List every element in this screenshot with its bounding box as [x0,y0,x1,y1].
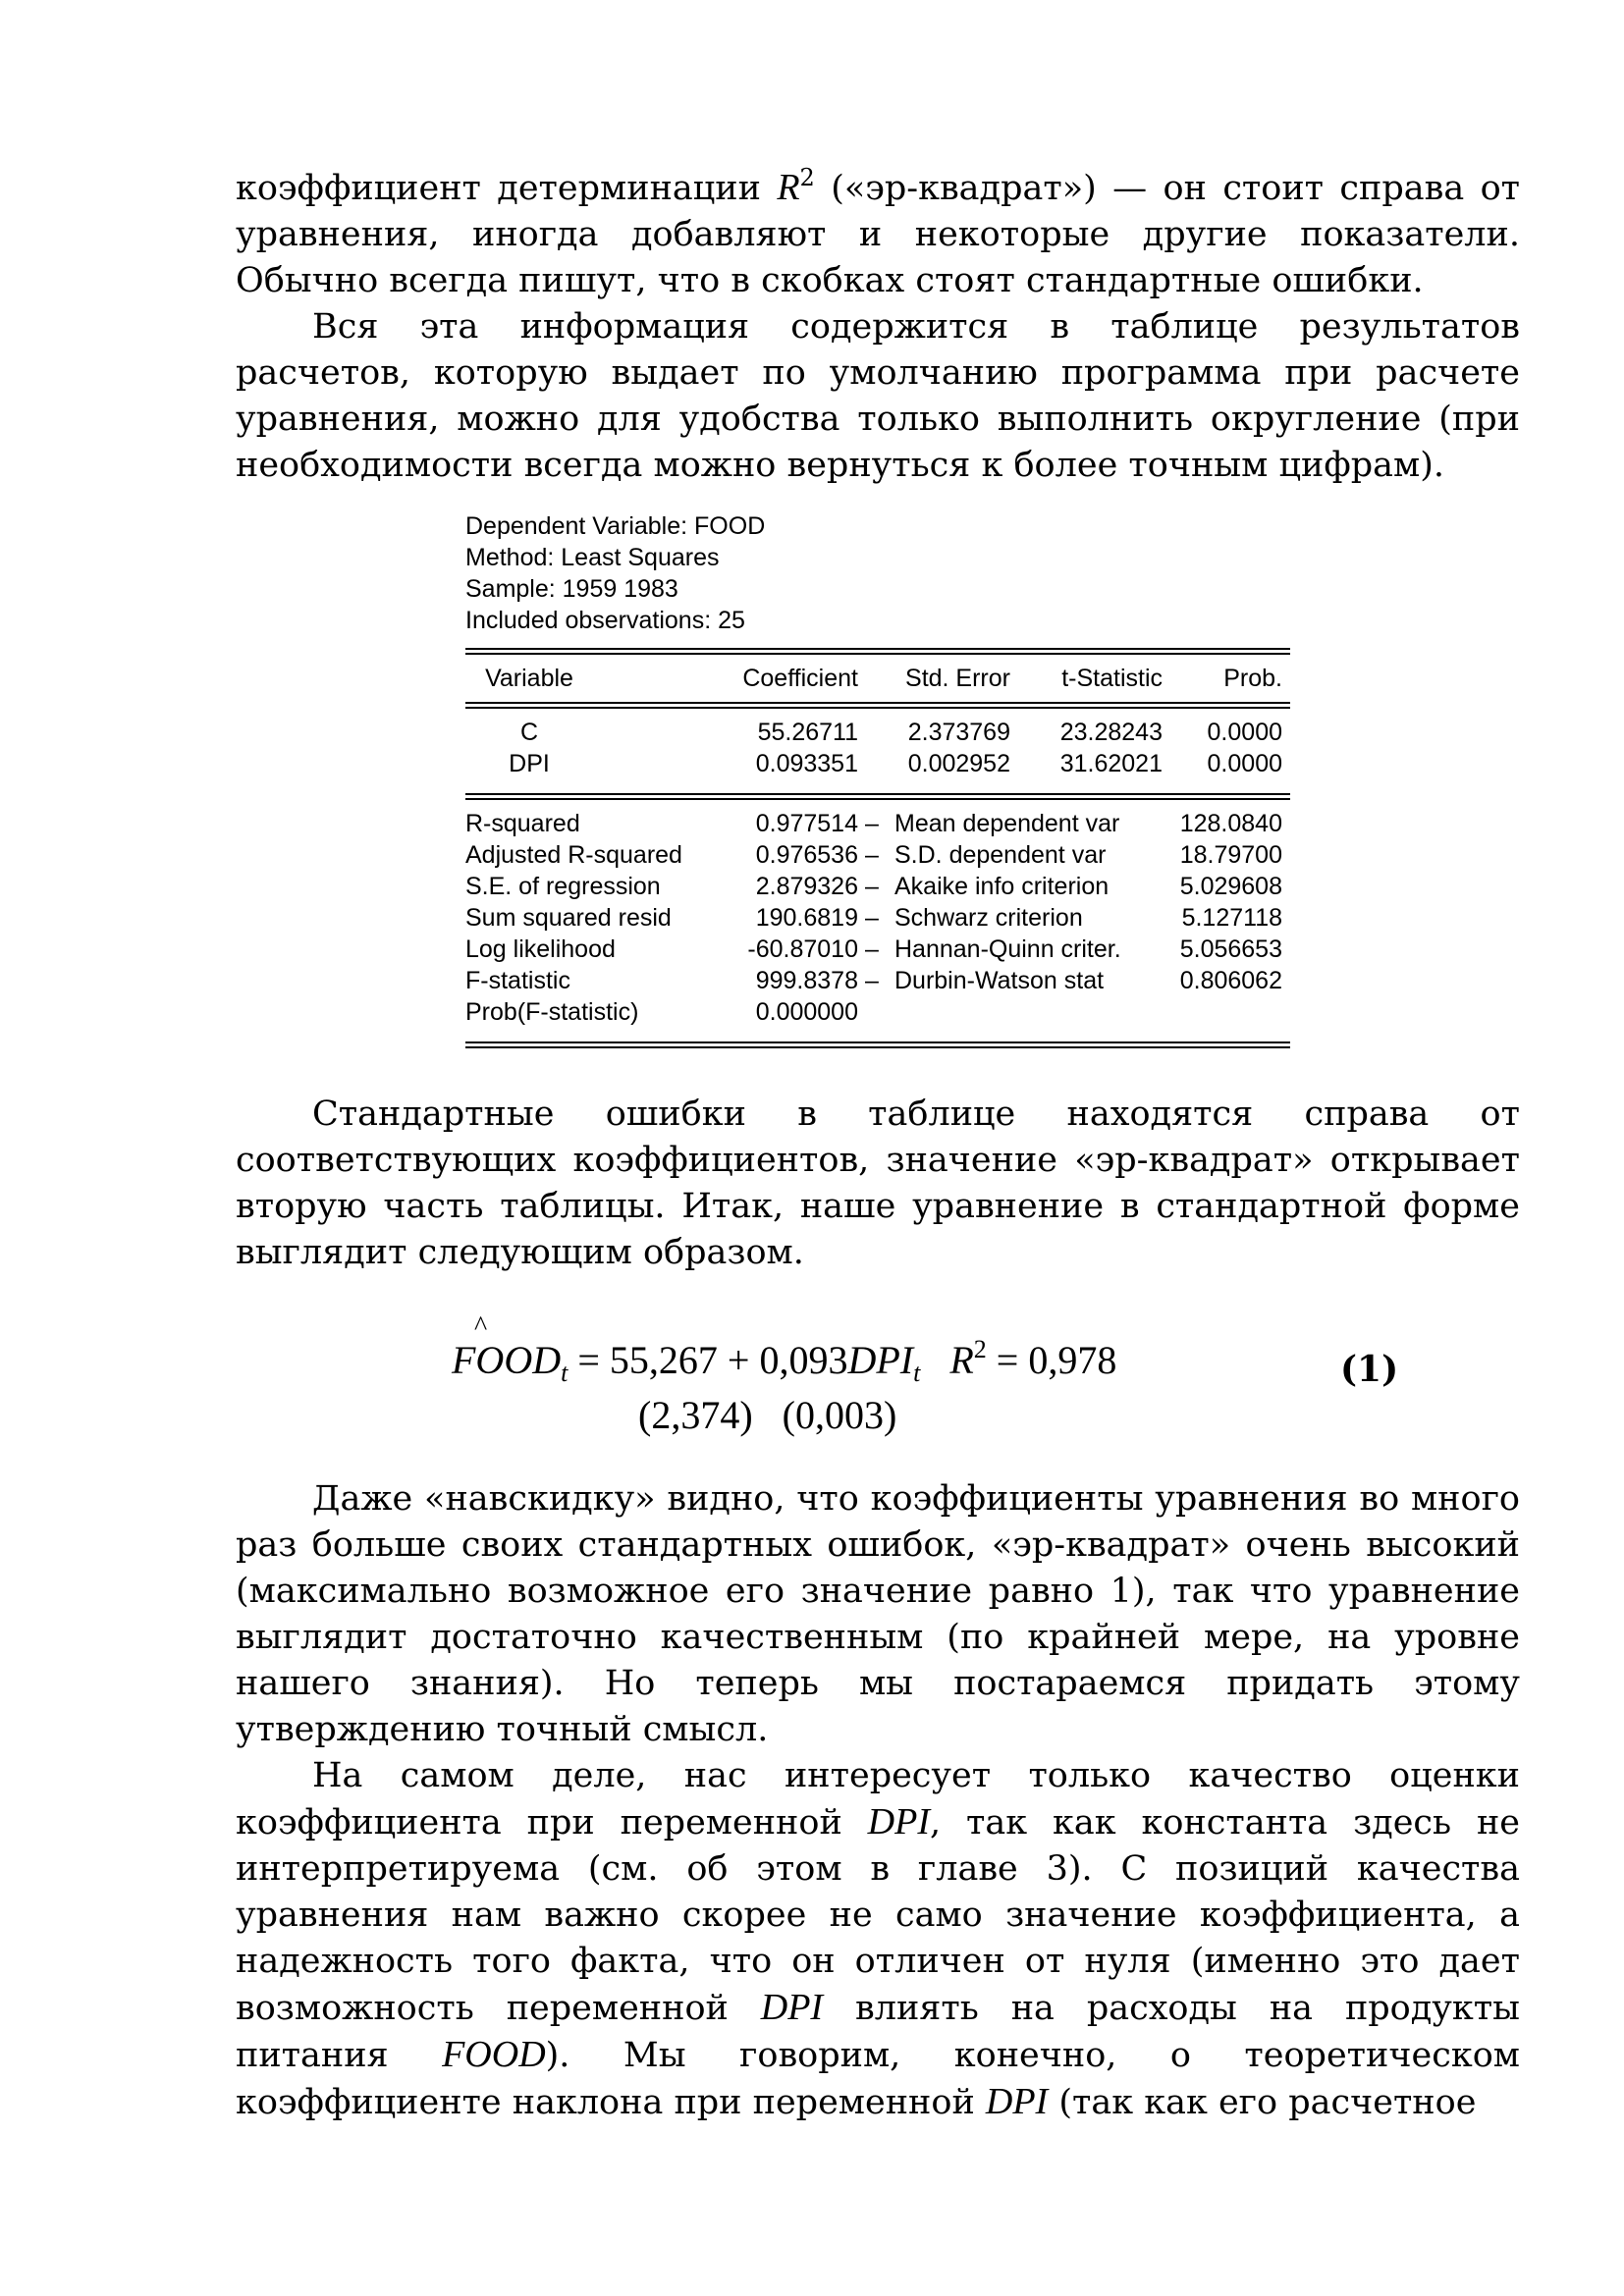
column-header-t-statistic: t-Statistic [1061,665,1163,692]
paragraph-1 [236,165,1520,304]
stat-value: 190.6819 [755,904,858,932]
stat-row [465,871,1290,902]
stat-value: 2.879326 [755,873,858,900]
dpi-variable: DPI [867,1801,930,1842]
stat-label: Log likelihood [465,935,616,963]
equation-dpi-subscript: t [913,1359,921,1387]
stat-label: Adjusted R-squared [465,841,682,869]
table-rule-top [465,648,1290,655]
page-body [236,165,1520,2126]
stat-value-right: 5.056653 [1179,935,1282,963]
stat-value: 0.000000 [755,998,858,1026]
equation-r: R [949,1338,974,1382]
paragraph-5-text-b: , так как константа здесь не интерпретируема (см. об этом в главе 3). С позиций качества уравнения нам важно скорее не само значение коэффициента, а надежность того факта, что он отличен от нуля (именно это дает возможность переменной [236,1803,1521,2028]
equation-1 [236,1311,1520,1467]
stat-value: 0.976536 [755,841,858,869]
eviews-output-table [465,510,1290,1048]
statistics-rows [465,808,1290,1028]
paragraph-4: Даже «навскидку» видно, что коэффициенты уравнения во много раз больше своих стандартных ошибок, «эр-квадрат» очень высокий (максимально возможное его значение равно 1), так что уравнение выглядит достаточно качественным (по крайней мере, на уровне нашего знания). Но теперь мы постараемся придать этому утверждению точный смысл. [236,1479,1520,1749]
table-rule-bottom [465,1041,1290,1048]
table-row [465,717,1290,748]
row-prob: 0.0000 [1207,719,1282,746]
dpi-variable: DPI [985,2081,1049,2122]
row-prob: 0.0000 [1207,750,1282,777]
column-header-variable: Variable [485,665,573,692]
stat-label: Prob(F-statistic) [465,998,639,1026]
row-variable: DPI [509,750,550,777]
stat-value-right: 128.0840 [1179,810,1282,837]
stat-row [465,934,1290,965]
stat-dash: – [865,935,879,963]
stat-dash: – [865,873,879,900]
equation-r-superscript: 2 [973,1335,987,1363]
r-symbol: R [777,167,800,208]
paragraph-5 [236,1753,1520,2126]
equation-number: (1) [1340,1349,1399,1390]
stat-row [465,965,1290,996]
table-row [465,748,1290,779]
stat-value-right: 18.79700 [1179,841,1282,869]
paragraph-2: Вся эта информация содержится в таблице результатов расчетов, которую выдает по умолчанию программа при расчете уравнения, можно для удобства только выполнить округление (при необходимости всегда можно вернуться к более точным цифрам). [236,307,1520,485]
paragraph-1-text-b: («эр-квадрат») — он стоит справа от уравнения, иногда добавляют и некоторые другие показатели. Обычно всегда пишут, что в скобках стоят стандартные ошибки. [236,169,1520,300]
stat-dash: – [865,810,879,837]
row-coefficient: 0.093351 [755,750,858,777]
column-header-std-error: Std. Error [905,665,1010,692]
hat-symbol: ^ [474,1311,488,1342]
stat-value-right: 0.806062 [1179,967,1282,994]
stat-row [465,839,1290,871]
stat-label-right: Mean dependent var [894,810,1120,837]
column-header-coefficient: Coefficient [742,665,858,692]
equation-r-value: = 0,978 [986,1338,1117,1382]
stat-label: Sum squared resid [465,904,672,932]
equation-lhs: FOOD [452,1338,562,1382]
row-coefficient: 55.26711 [757,719,858,746]
stat-value-right: 5.127118 [1181,904,1282,932]
row-t-statistic: 31.62021 [1059,750,1163,777]
equation-line [452,1335,1117,1387]
paragraph-5-text-d: ). Мы говорим, конечно, о теоретическом коэффициенте наклона при переменной [236,2036,1520,2122]
equation-dpi: DPI [847,1338,914,1382]
row-std-error: 2.373769 [907,719,1010,746]
eviews-sample: Sample: 1959 1983 [465,575,678,603]
r-superscript: 2 [799,164,815,191]
table-rule-mid [465,702,1290,709]
stat-label: S.E. of regression [465,873,661,900]
paragraph-5-text-a: На самом деле, нас интересует только качество оценки коэффициента при переменной [236,1756,1520,1842]
paragraph-1-text-a: коэффициент детерминации [236,169,778,208]
column-header-prob: Prob. [1223,665,1282,692]
stat-dash: – [865,904,879,932]
row-std-error: 0.002952 [907,750,1010,777]
stat-dash: – [865,967,879,994]
eviews-dependent-variable: Dependent Variable: FOOD [465,512,766,540]
equation-standard-errors: (2,374) (0,003) [638,1393,897,1437]
stat-label: R-squared [465,810,580,837]
stat-label-right: S.D. dependent var [894,841,1107,869]
stat-value: 999.8378 [755,967,858,994]
table-rule-stats [465,793,1290,800]
stat-row [465,996,1290,1028]
stat-label-right: Hannan-Quinn criter. [894,935,1121,963]
table-column-headers [465,663,1290,694]
stat-label-right: Durbin-Watson stat [894,967,1105,994]
stat-label-right: Schwarz criterion [894,904,1083,932]
stat-label-right: Akaike info criterion [894,873,1110,900]
stat-dash: – [865,841,879,869]
eviews-observations: Included observations: 25 [465,607,745,634]
paragraph-5-text-e: (так как его расчетное [1048,2083,1477,2122]
equation-lhs-subscript: t [561,1359,568,1387]
equation-rhs: = 55,267 + 0,093 [568,1338,848,1382]
stat-label: F-statistic [465,967,570,994]
coefficient-rows [465,717,1290,779]
paragraph-3: Стандартные ошибки в таблице находятся справа от соответствующих коэффициентов, значение «эр-квадрат» открывает вторую часть таблицы. Итак, наше уравнение в стандартной форме выглядит следующим образом. [236,1095,1520,1272]
stat-value-right: 5.029608 [1179,873,1282,900]
stat-value: -60.87010 [747,935,858,963]
food-variable: FOOD [442,2034,546,2075]
eviews-header [465,510,1290,636]
row-t-statistic: 23.28243 [1059,719,1163,746]
stat-value: 0.977514 [755,810,858,837]
paragraph-5-text-c: влиять на расходы на продукты питания [236,1989,1520,2075]
eviews-method: Method: Least Squares [465,544,720,571]
row-variable: C [519,719,539,746]
dpi-variable: DPI [760,1987,824,2028]
stat-row [465,902,1290,934]
stat-row [465,808,1290,839]
